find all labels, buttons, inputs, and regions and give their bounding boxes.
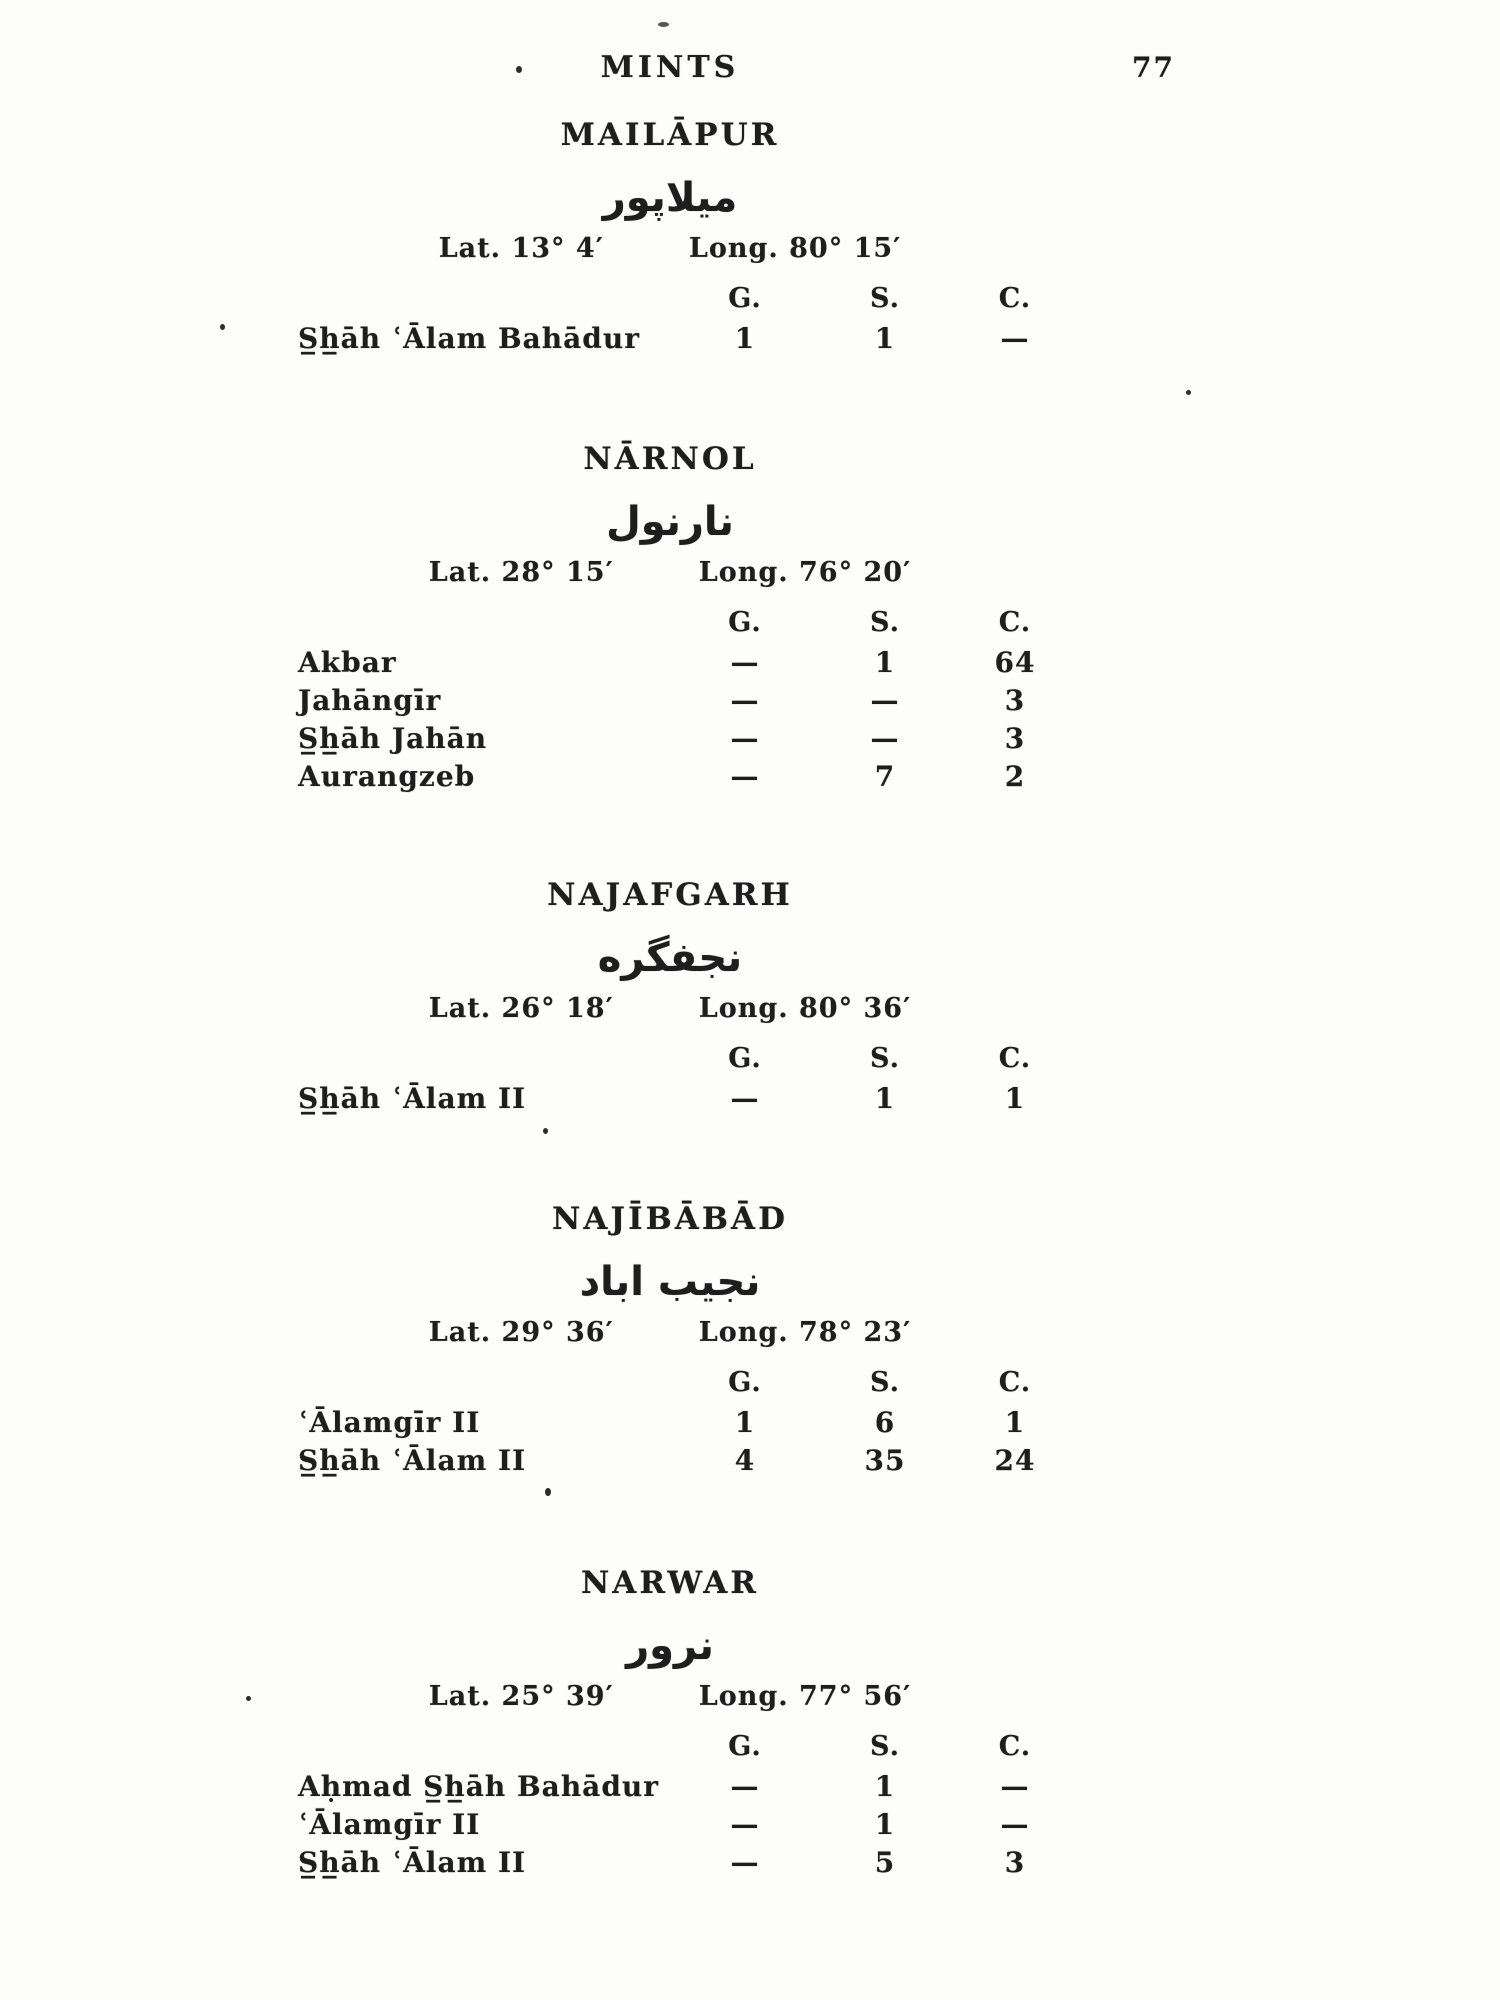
table-header-row <box>298 1044 1060 1074</box>
col-header-silver: S. <box>870 1367 900 1398</box>
copper-count: 24 <box>994 1444 1036 1477</box>
ruler-name: Jahāngīr <box>298 684 442 717</box>
col-header-copper: C. <box>998 1043 1032 1074</box>
latitude-label: Lat. 26° 18′ <box>428 993 614 1024</box>
longitude-label: Long. 80° 36′ <box>698 993 912 1024</box>
longitude-label: Long. 77° 56′ <box>698 1681 912 1712</box>
col-header-silver: S. <box>870 1731 900 1762</box>
ink-speck <box>220 324 225 330</box>
page-title: MINTS <box>600 50 740 85</box>
gold-count: — <box>730 760 760 793</box>
col-header-copper: C. <box>998 1731 1032 1762</box>
col-header-gold: G. <box>728 1043 762 1074</box>
coin-table <box>298 284 1060 358</box>
mint-heading: NARWAR <box>580 1565 760 1601</box>
ruler-name: Aurangzeb <box>298 760 476 793</box>
table-row <box>298 682 1060 720</box>
latitude-label: Lat. 28° 15′ <box>428 557 614 588</box>
ruler-name: S̲h̲āh ʿĀlam II <box>298 1846 527 1879</box>
table-header-row <box>298 1732 1060 1762</box>
copper-count: 1 <box>1004 1406 1026 1439</box>
mint-heading: MAILĀPUR <box>560 117 780 153</box>
ruler-name: S̲h̲āh Jahān <box>298 722 488 755</box>
ink-speck <box>658 22 669 27</box>
silver-count: 1 <box>874 1770 896 1803</box>
copper-count: 1 <box>1004 1082 1026 1115</box>
col-header-gold: G. <box>728 283 762 314</box>
ruler-name: S̲h̲āh ʿĀlam II <box>298 1082 527 1115</box>
ruler-name: ʿĀlamgīr II <box>298 1808 481 1841</box>
silver-count: 1 <box>874 1082 896 1115</box>
longitude-label: Long. 76° 20′ <box>698 557 912 588</box>
gold-count: — <box>730 1808 760 1841</box>
gold-count: 4 <box>734 1444 756 1477</box>
ink-speck <box>545 1488 551 1496</box>
col-header-copper: C. <box>998 283 1032 314</box>
ink-speck <box>543 1128 548 1134</box>
col-header-copper: C. <box>998 1367 1032 1398</box>
copper-count: — <box>1000 322 1030 355</box>
latitude-label: Lat. 29° 36′ <box>428 1317 614 1348</box>
table-row <box>298 1806 1060 1844</box>
gold-count: — <box>730 1846 760 1879</box>
silver-count: 1 <box>874 1808 896 1841</box>
table-row <box>298 1844 1060 1882</box>
silver-count: 1 <box>874 646 896 679</box>
mint-name-arabic: ميلاپور <box>602 175 738 221</box>
col-header-gold: G. <box>728 607 762 638</box>
coin-table <box>298 608 1060 796</box>
table-row <box>298 758 1060 796</box>
ruler-name: S̲h̲āh ʿĀlam Bahādur <box>298 322 640 355</box>
mint-heading: NAJAFGARH <box>547 877 793 913</box>
gold-count: — <box>730 1082 760 1115</box>
mint-heading: NĀRNOL <box>583 441 757 477</box>
gold-count: — <box>730 1770 760 1803</box>
mint-section-najibabad <box>0 1202 1500 1480</box>
ruler-name: Aḥmad S̲h̲āh Bahādur <box>298 1770 659 1803</box>
table-row <box>298 644 1060 682</box>
copper-count: 3 <box>1004 722 1026 755</box>
ruler-column-spacer <box>298 1368 678 1398</box>
copper-count: 3 <box>1004 1846 1026 1879</box>
silver-count: 35 <box>864 1444 906 1477</box>
ink-speck <box>516 66 522 73</box>
longitude-label: Long. 78° 23′ <box>698 1317 912 1348</box>
copper-count: 2 <box>1004 760 1026 793</box>
table-row <box>298 1080 1060 1118</box>
table-row <box>298 1442 1060 1480</box>
ruler-name: Akbar <box>298 646 397 679</box>
mint-name-arabic: نرور <box>626 1623 714 1669</box>
col-header-gold: G. <box>728 1367 762 1398</box>
ruler-name: ʿĀlamgīr II <box>298 1406 481 1439</box>
coin-table <box>298 1044 1060 1118</box>
table-row <box>298 1768 1060 1806</box>
gold-count: 1 <box>734 322 756 355</box>
table-row <box>298 720 1060 758</box>
table-header-row <box>298 1368 1060 1398</box>
silver-count: 5 <box>874 1846 896 1879</box>
table-header-row <box>298 284 1060 314</box>
ruler-column-spacer <box>298 1732 678 1762</box>
gold-count: — <box>730 684 760 717</box>
mint-name-arabic: نارنول <box>606 499 734 545</box>
gold-count: 1 <box>734 1406 756 1439</box>
col-header-silver: S. <box>870 1043 900 1074</box>
silver-count: — <box>870 684 900 717</box>
table-row <box>298 1404 1060 1442</box>
copper-count: 3 <box>1004 684 1026 717</box>
ruler-column-spacer <box>298 284 678 314</box>
copper-count: — <box>1000 1808 1030 1841</box>
latitude-label: Lat. 13° 4′ <box>438 233 604 264</box>
copper-count: — <box>1000 1770 1030 1803</box>
table-row <box>298 320 1060 358</box>
table-header-row <box>298 608 1060 638</box>
copper-count: 64 <box>994 646 1036 679</box>
longitude-label: Long. 80° 15′ <box>688 233 902 264</box>
col-header-silver: S. <box>870 283 900 314</box>
ink-speck <box>1186 390 1191 395</box>
silver-count: — <box>870 722 900 755</box>
silver-count: 6 <box>874 1406 896 1439</box>
ruler-column-spacer <box>298 608 678 638</box>
mint-section-mailapur <box>0 118 1500 358</box>
coin-table <box>298 1732 1060 1882</box>
silver-count: 1 <box>874 322 896 355</box>
col-header-silver: S. <box>870 607 900 638</box>
mint-name-arabic: نجفگره <box>597 935 743 981</box>
gold-count: — <box>730 646 760 679</box>
mint-section-narwar <box>0 1566 1500 1882</box>
coin-table <box>298 1368 1060 1480</box>
gold-count: — <box>730 722 760 755</box>
col-header-gold: G. <box>728 1731 762 1762</box>
ink-speck <box>246 1696 251 1701</box>
col-header-copper: C. <box>998 607 1032 638</box>
page-number: 77 <box>1132 51 1175 84</box>
mint-section-najafgarh <box>0 878 1500 1118</box>
ruler-column-spacer <box>298 1044 678 1074</box>
mint-name-arabic: نجيب اباد <box>579 1259 761 1305</box>
mint-section-narnol <box>0 442 1500 796</box>
ruler-name: S̲h̲āh ʿĀlam II <box>298 1444 527 1477</box>
latitude-label: Lat. 25° 39′ <box>428 1681 614 1712</box>
silver-count: 7 <box>874 760 896 793</box>
mint-heading: NAJĪBĀBĀD <box>552 1201 788 1237</box>
